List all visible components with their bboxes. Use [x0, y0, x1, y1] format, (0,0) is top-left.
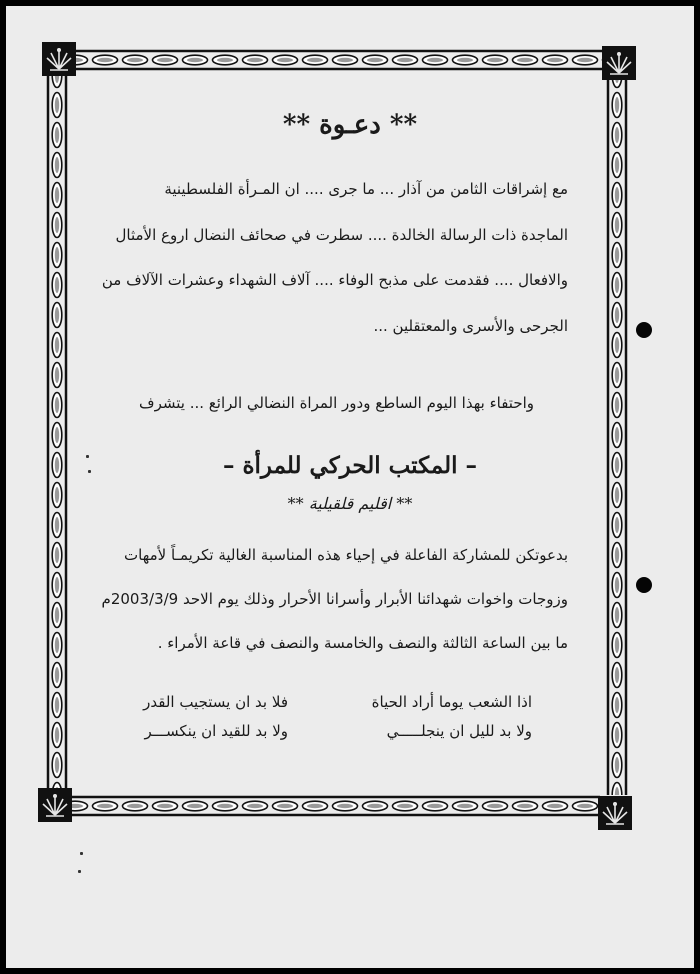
poem-verse-1-left: فلا بد ان يستجيب القدر: [143, 693, 288, 711]
corner-ornament-bottom-left: [38, 788, 72, 822]
punch-hole-lower: [636, 577, 652, 593]
punch-hole-upper: [636, 322, 652, 338]
poem-verse-1-right: اذا الشعب يوما أراد الحياة: [371, 693, 532, 711]
intro-line-4: الجرحى والأسرى والمعتقلين ...: [373, 317, 568, 335]
border-top: [76, 51, 604, 69]
body-line-2: وزوجات واخوات شهدائنا الأبرار وأسرانا الأحرار وذلك يوم الاحد 2003/3/9م: [101, 590, 568, 608]
body-line-3: ما بين الساعة الثالثة والنصف والخامسة والنصف في قاعة الأمراء .: [157, 634, 568, 652]
intro-line-3: والافعال .... فقدمت على مذبح الوفاء .... آلاف الشهداء وعشرات الآلاف من: [101, 271, 568, 289]
invitation-title: ** دعـوة **: [282, 110, 418, 140]
speck: [80, 852, 83, 855]
celebration-line: واحتفاء بهذا اليوم الساطع ودور المراة النضالي الرائع ... يتشرف: [139, 394, 534, 412]
border-left: [48, 73, 66, 790]
border-bottom: [70, 797, 600, 815]
organizer-heading: – المكتب الحركي للمرأة –: [222, 452, 478, 479]
intro-line-2: الماجدة ذات الرسالة الخالدة .... سطرت في صحائف النضال اروع الأمثال: [115, 226, 568, 244]
corner-ornament-top-left: [42, 42, 76, 76]
corner-ornament-top-right: [602, 46, 636, 80]
poem-verse-2-left: ولا بد للقيد ان ينكســـر: [144, 722, 288, 740]
body-line-1: بدعوتكن للمشاركة الفاعلة في إحياء هذه المناسبة الغالية تكريمـاً لأمهات: [124, 546, 568, 564]
border-right: [608, 78, 626, 795]
region-subtitle: ** اقليم قلقيلية **: [287, 494, 413, 513]
corner-ornament-bottom-right: [598, 796, 632, 830]
speck: [78, 870, 81, 873]
poem-verse-2-right: ولا بد لليل ان ينجلـــــي: [386, 722, 532, 740]
intro-line-1: مع إشراقات الثامن من آذار ... ما جرى .... ان المـرأة الفلسطينية: [164, 180, 568, 198]
